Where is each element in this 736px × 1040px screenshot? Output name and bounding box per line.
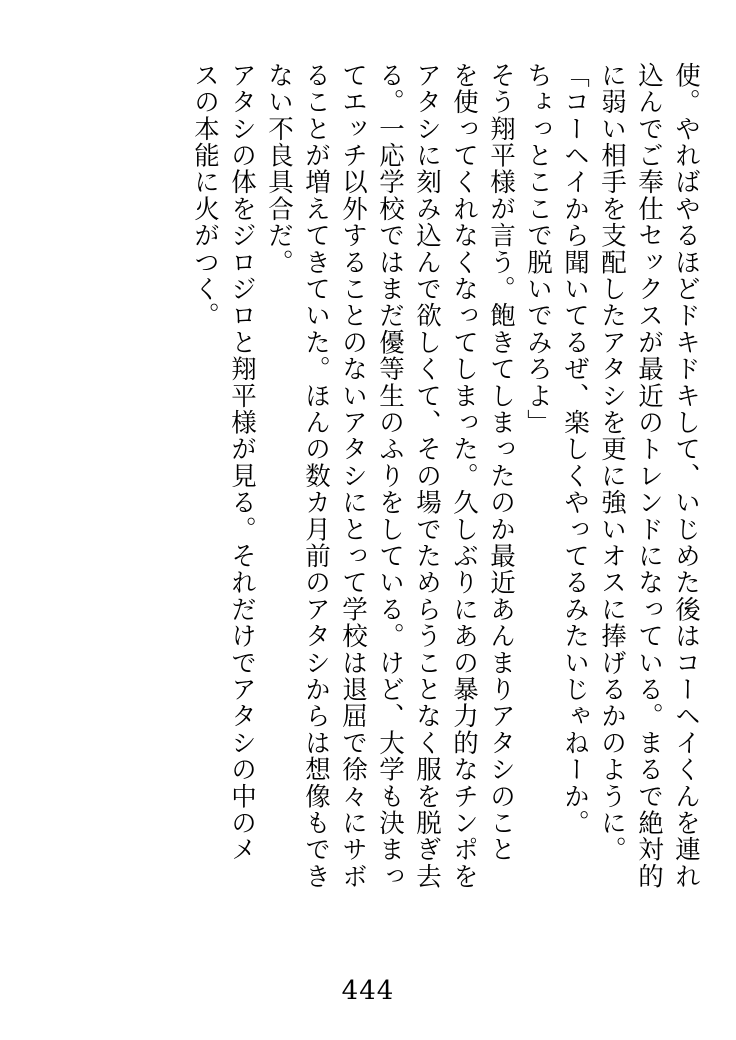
text-column: スの本能に火がつく。 bbox=[190, 62, 220, 329]
text-column: 「コーヘイから聞いてるぜ、楽しくやってるみたいじゃねーか。 bbox=[560, 62, 590, 837]
body-text bbox=[60, 62, 701, 962]
text-column: アタシに刻み込んで欲しくて、その場でためらうことなく服を脱ぎ去 bbox=[412, 62, 442, 890]
text-column: てエッチ以外することのないアタシにとって学校は退屈で徐々にサボ bbox=[338, 62, 368, 890]
text-column: ない不良具合だ。 bbox=[264, 62, 294, 276]
page-number: 444 bbox=[341, 976, 395, 1006]
text-column: る。一応学校ではまだ優等生のふりをしている。けど、大学も決まっ bbox=[375, 62, 405, 890]
text-column: ちょっとここで脱いでみろよ」 bbox=[523, 62, 553, 436]
text-column: 使。やればやるほどドキドキして、いじめた後はコーヘイくんを連れ bbox=[671, 62, 701, 890]
text-column: ることが増えてきていた。ほんの数カ月前のアタシからは想像もでき bbox=[301, 62, 331, 890]
text-column: そう翔平様が言う。飽きてしまったのか最近あんまりアタシのこと bbox=[486, 62, 516, 863]
text-column: を使ってくれなくなってしまった。久しぶりにあの暴力的なチンポを bbox=[449, 62, 479, 890]
text-column: に弱い相手を支配したアタシを更に強いオスに捧げるかのように。 bbox=[597, 62, 627, 863]
text-column: 込んでご奉仕セックスが最近のトレンドになっている。まるで絶対的 bbox=[634, 62, 664, 890]
text-column: アタシの体をジロジロと翔平様が見る。それだけでアタシの中のメ bbox=[227, 62, 257, 863]
